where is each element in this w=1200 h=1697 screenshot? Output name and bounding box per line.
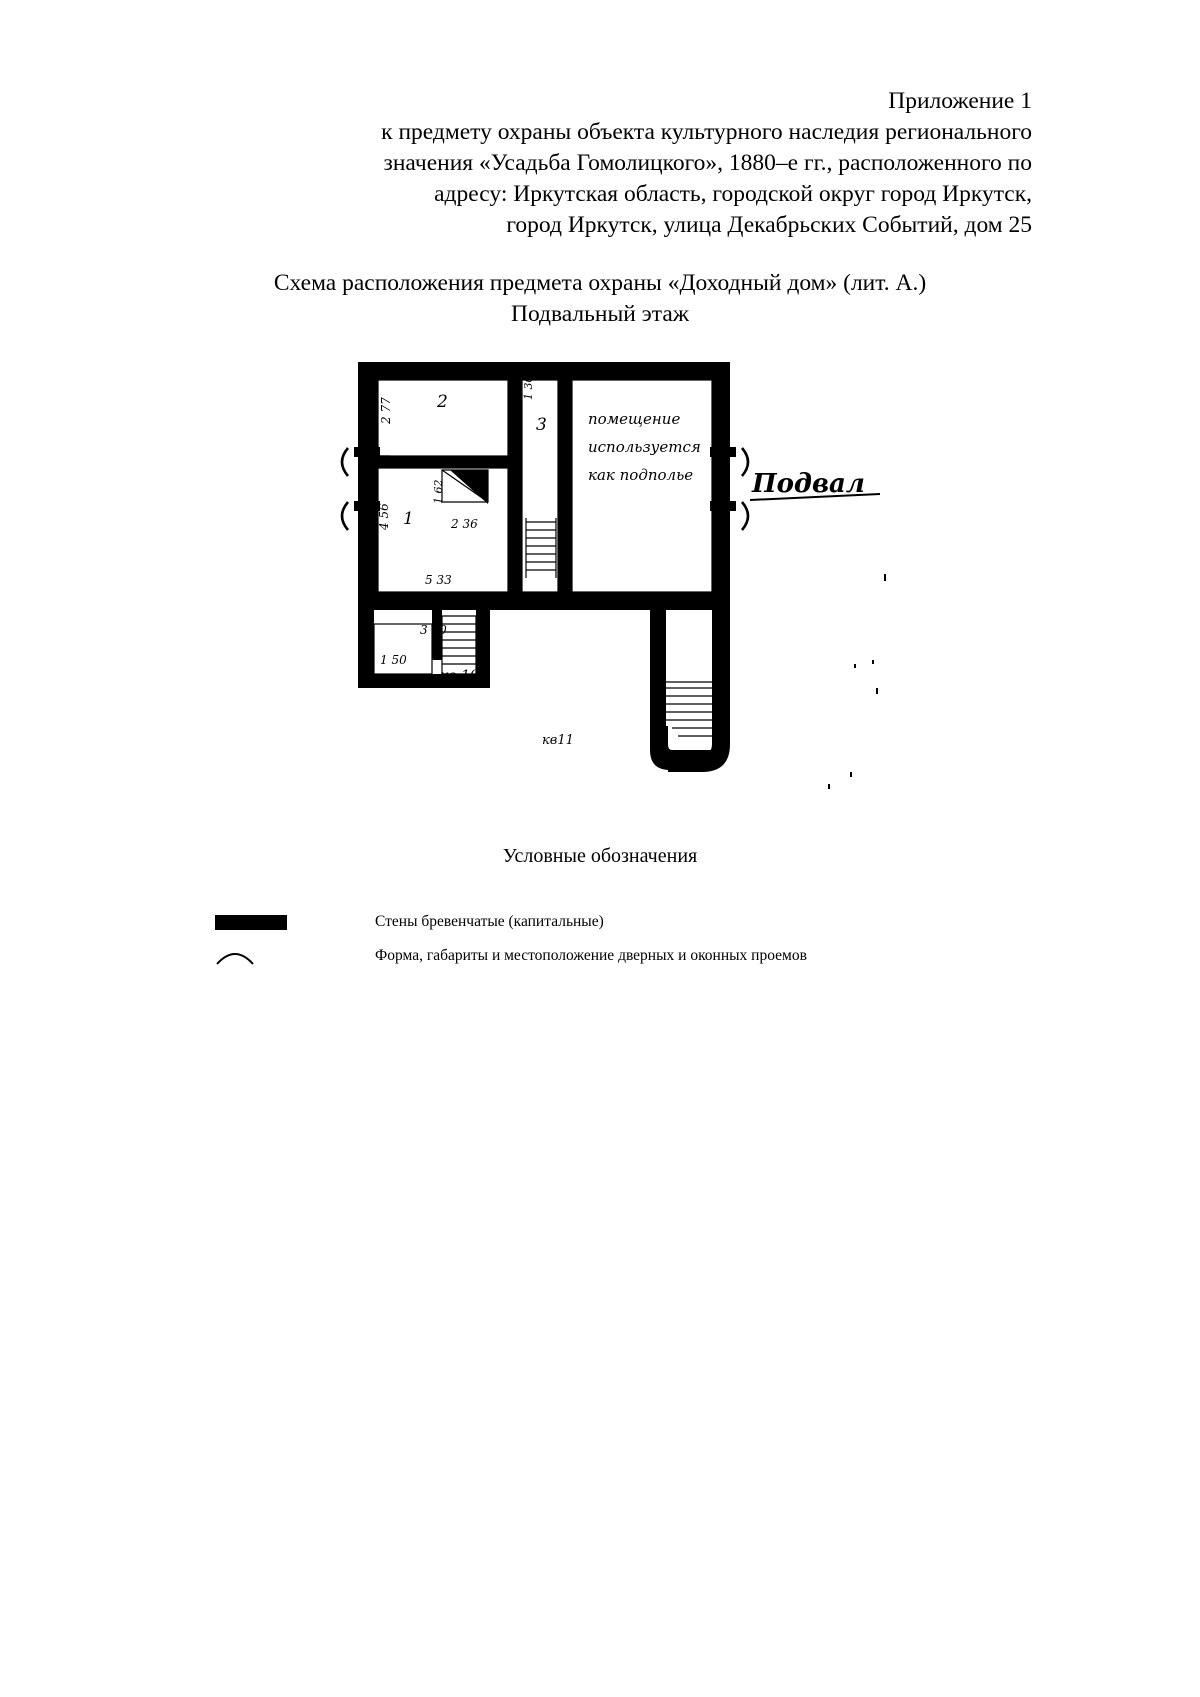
speck-mark <box>850 772 852 777</box>
opening-arc-right-lower <box>742 502 748 530</box>
header-line-3: значения «Усадьба Гомолицкого», 1880–е гг., расположенного по <box>383 150 1032 176</box>
page-title-line-2: Подвальный этаж <box>511 301 689 327</box>
legend-item-walls <box>215 905 1015 939</box>
speck-mark <box>872 660 874 664</box>
dim-room2-small: 0,85 <box>444 454 469 467</box>
speck-mark <box>884 574 886 581</box>
speck-mark <box>876 688 878 694</box>
label-kv10: кв 10 <box>440 668 479 684</box>
room-number-1: 1 <box>403 509 414 529</box>
legend <box>215 905 1015 973</box>
floor-plan-svg <box>320 352 920 812</box>
arc-icon <box>215 946 255 966</box>
label-kv11: кв11 <box>542 733 574 748</box>
legend-label-walls: Стены бревенчатые (капитальные) <box>375 913 604 930</box>
header-line-1: Приложение 1 <box>888 88 1032 114</box>
legend-symbol-arc <box>215 946 375 966</box>
dim-room1-left: 4 56 <box>377 503 391 530</box>
speck-mark <box>828 784 830 789</box>
dim-room1-stair: 2 36 <box>451 517 478 531</box>
opening-arc-left-lower <box>342 502 348 530</box>
opening-arc-right-upper <box>742 448 748 476</box>
header-line-2: к предмету охраны объекта культурного наследия регионального <box>381 119 1032 145</box>
dim-lower-room-h: 1 50 <box>380 653 407 667</box>
dim-lower-room-w: 3 90 <box>420 623 447 637</box>
document-header <box>232 86 1032 241</box>
opening-arc-left-upper <box>342 448 348 476</box>
header-line-5: город Иркутск, улица Декабрьских Событий, дом 25 <box>506 212 1032 238</box>
note-line-3: как подполье <box>588 466 694 484</box>
label-podval: Подвал <box>752 469 865 499</box>
room-number-2: 2 <box>437 392 448 412</box>
legend-symbol-solid-bar <box>215 915 375 930</box>
speck-mark <box>854 664 856 668</box>
label-podval-group <box>750 469 880 500</box>
legend-item-openings <box>215 939 1015 973</box>
legend-title: Условные обозначения <box>502 845 698 867</box>
stair-triangle <box>450 470 488 504</box>
dim-room2-left: 2 77 <box>379 397 393 424</box>
header-line-4: адресу: Иркутская область, городской округ город Иркутск, <box>434 181 1032 207</box>
note-line-1: помещение <box>588 410 681 428</box>
note-line-2: используется <box>588 438 701 456</box>
dim-room1-inner: 1 62 <box>432 479 445 504</box>
page-title <box>0 268 1200 330</box>
page-title-line-1: Схема расположения предмета охраны «Доходный дом» (лит. А.) <box>273 270 927 296</box>
floor-plan-drawing <box>320 352 920 812</box>
room-number-3: 3 <box>536 415 547 435</box>
dim-room1-bottom: 5 33 <box>425 573 452 587</box>
legend-label-openings: Форма, габариты и местоположение дверных и оконных проемов <box>375 947 807 964</box>
dim-room3-top: 1 30 <box>522 375 535 400</box>
